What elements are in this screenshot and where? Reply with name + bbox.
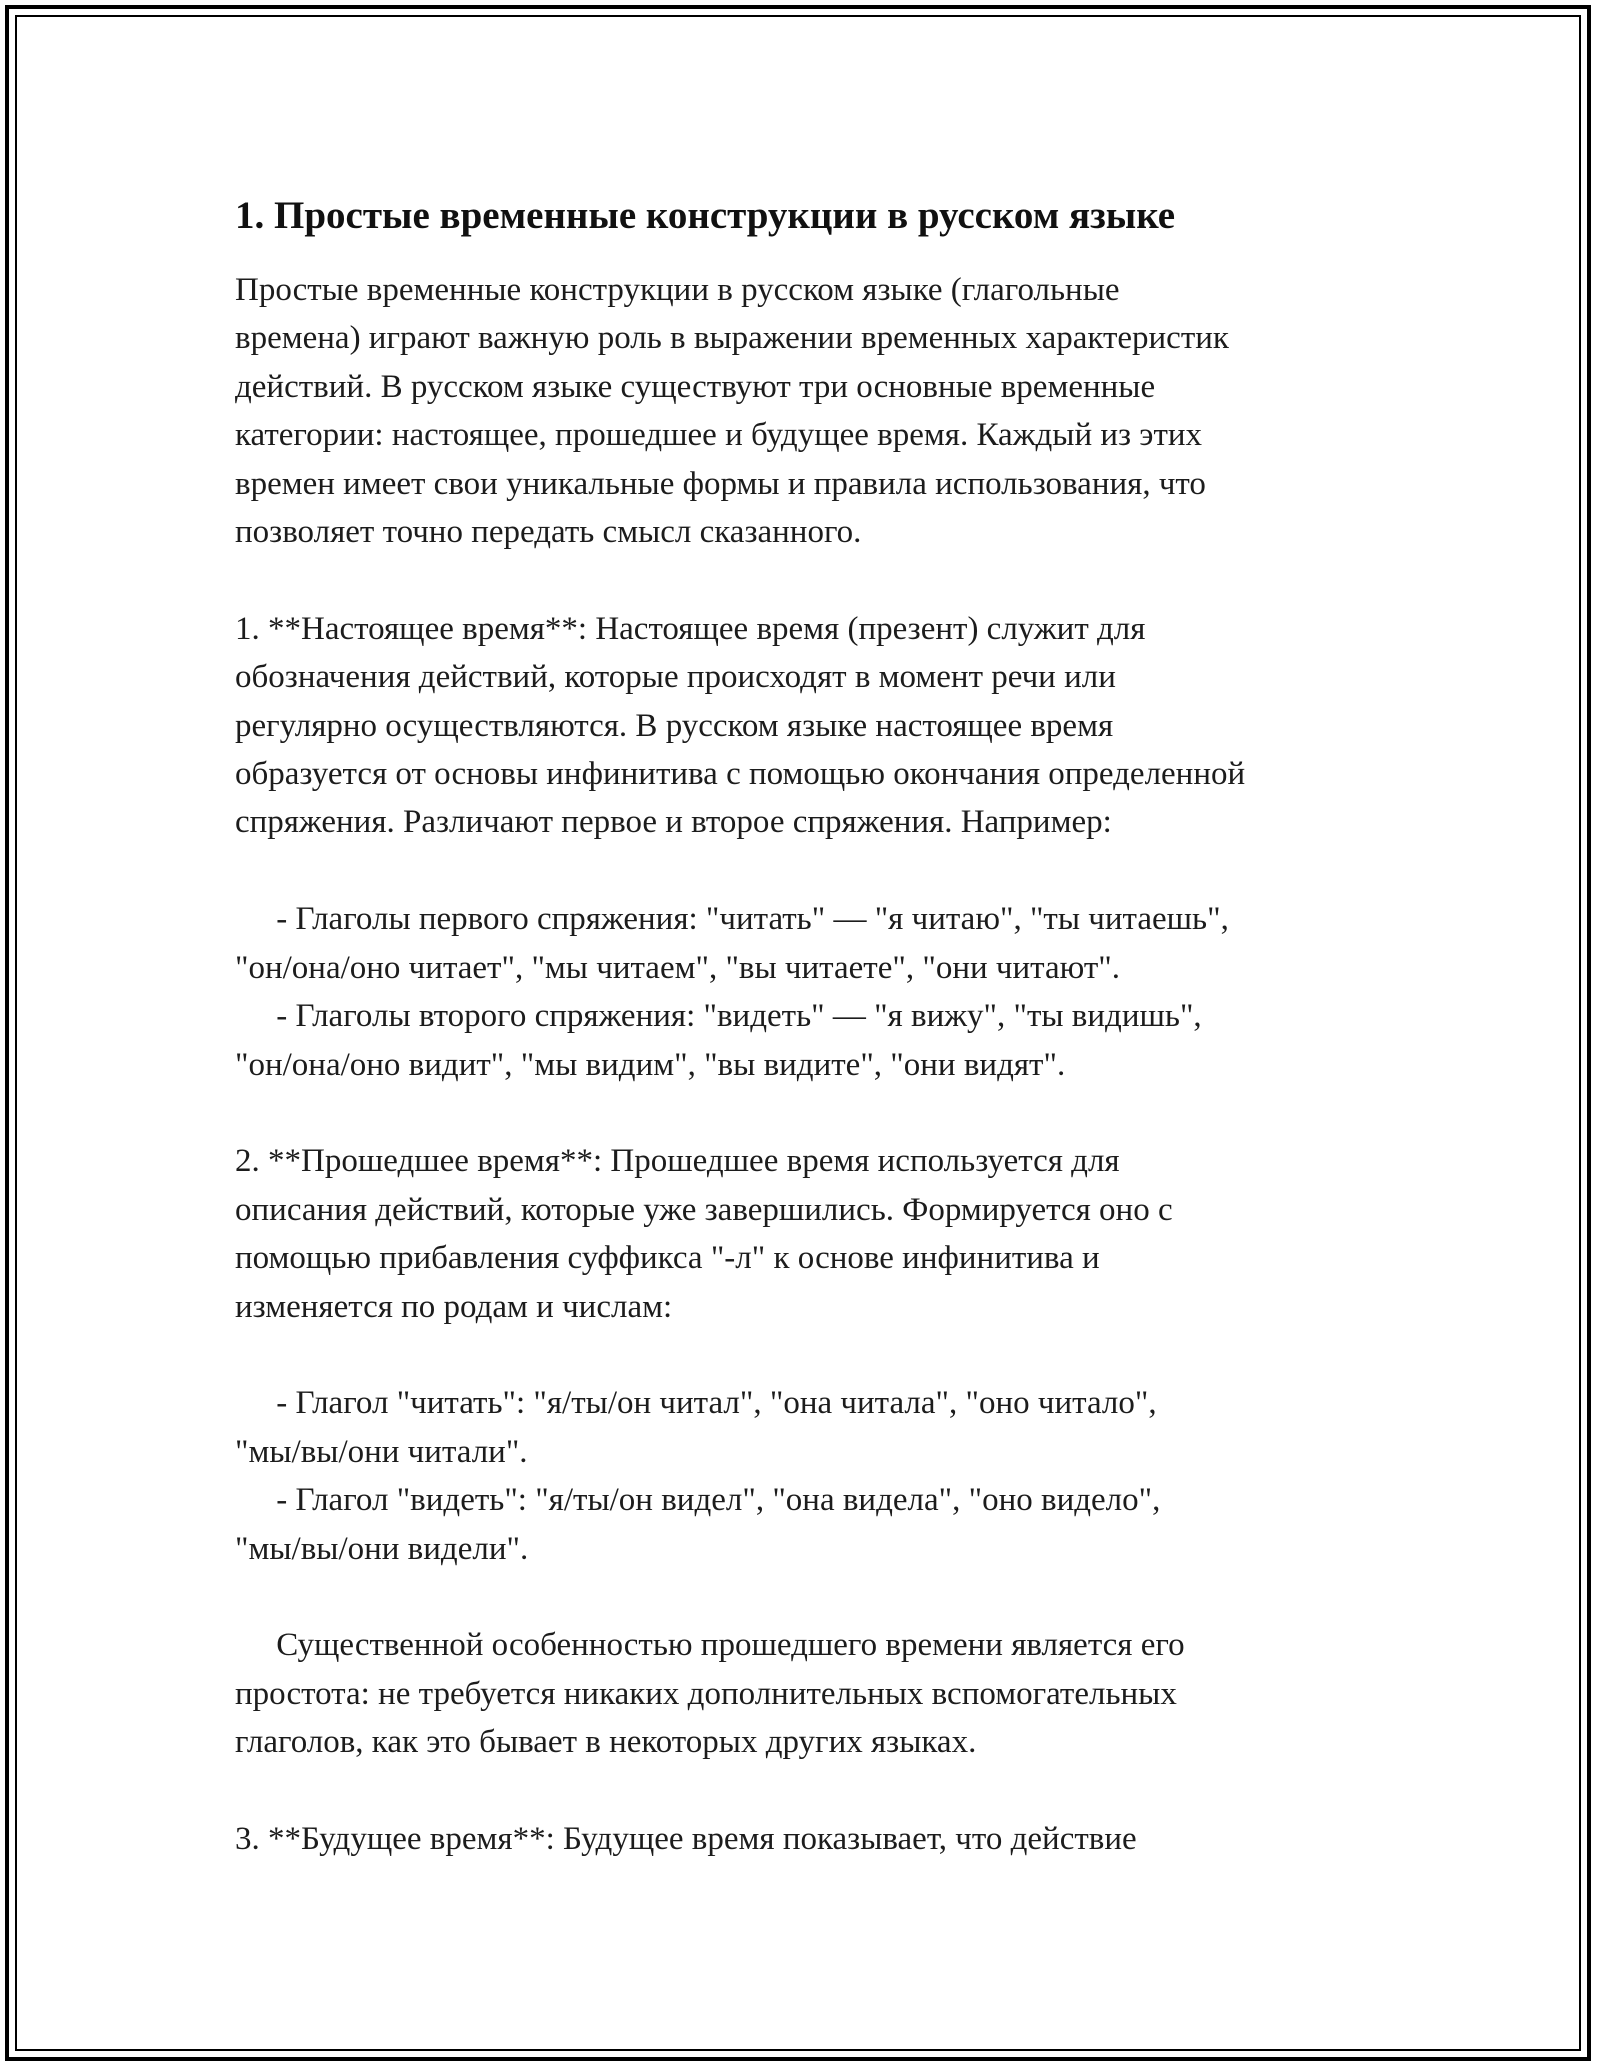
document-body [235, 188, 1395, 1863]
document-text: Простые временные конструкции в русском языке (глагольные времена) играют важную роль в выражении временных характеристик действий. В русском языке существуют три основные временные категории: настоящее, прошедшее и будущее время. Каждый из этих времен имеет свои уникальные формы и правила использования, что позволяет точно передать смысл сказанного. 1. **Настоящее время**: Настоящее время (презент) служит для обозначения действий, которые происходят в момент речи или регулярно осуществляются. В русском языке настоящее время образуется от основы инфинитива с помощью окончания определенной спряжения. Различают первое и второе спряжения. Например: - Глаголы первого спряжения: "читать" — "я читаю", "ты читаешь", "он/она/оно читает", "мы читаем", "вы читаете", "они читают". - Глаголы второго спряжения: "видеть" — "я вижу", "ты видишь", "он/она/оно видит", "мы видим", "вы видите", "они видят". 2. **Прошедшее время**: Прошедшее время используется для описания действий, которые уже завершились. Формируется оно с помощью прибавления суффикса "-л" к основе инфинитива и изменяется по родам и числам: - Глагол "читать": "я/ты/он читал", "она читала", "оно читало", "мы/вы/они читали". - Глагол "видеть": "я/ты/он видел", "она видела", "оно видело", "мы/вы/они видели". Существенной особенностью прошедшего времени является его простота: не требуется никаких дополнительных вспомогательных глаголов, как это бывает в некоторых других языках. 3. **Будущее время**: Будущее время показывает, что действие [235, 272, 1246, 1857]
document-title: 1. Простые временные конструкции в русском языке [235, 194, 1176, 237]
